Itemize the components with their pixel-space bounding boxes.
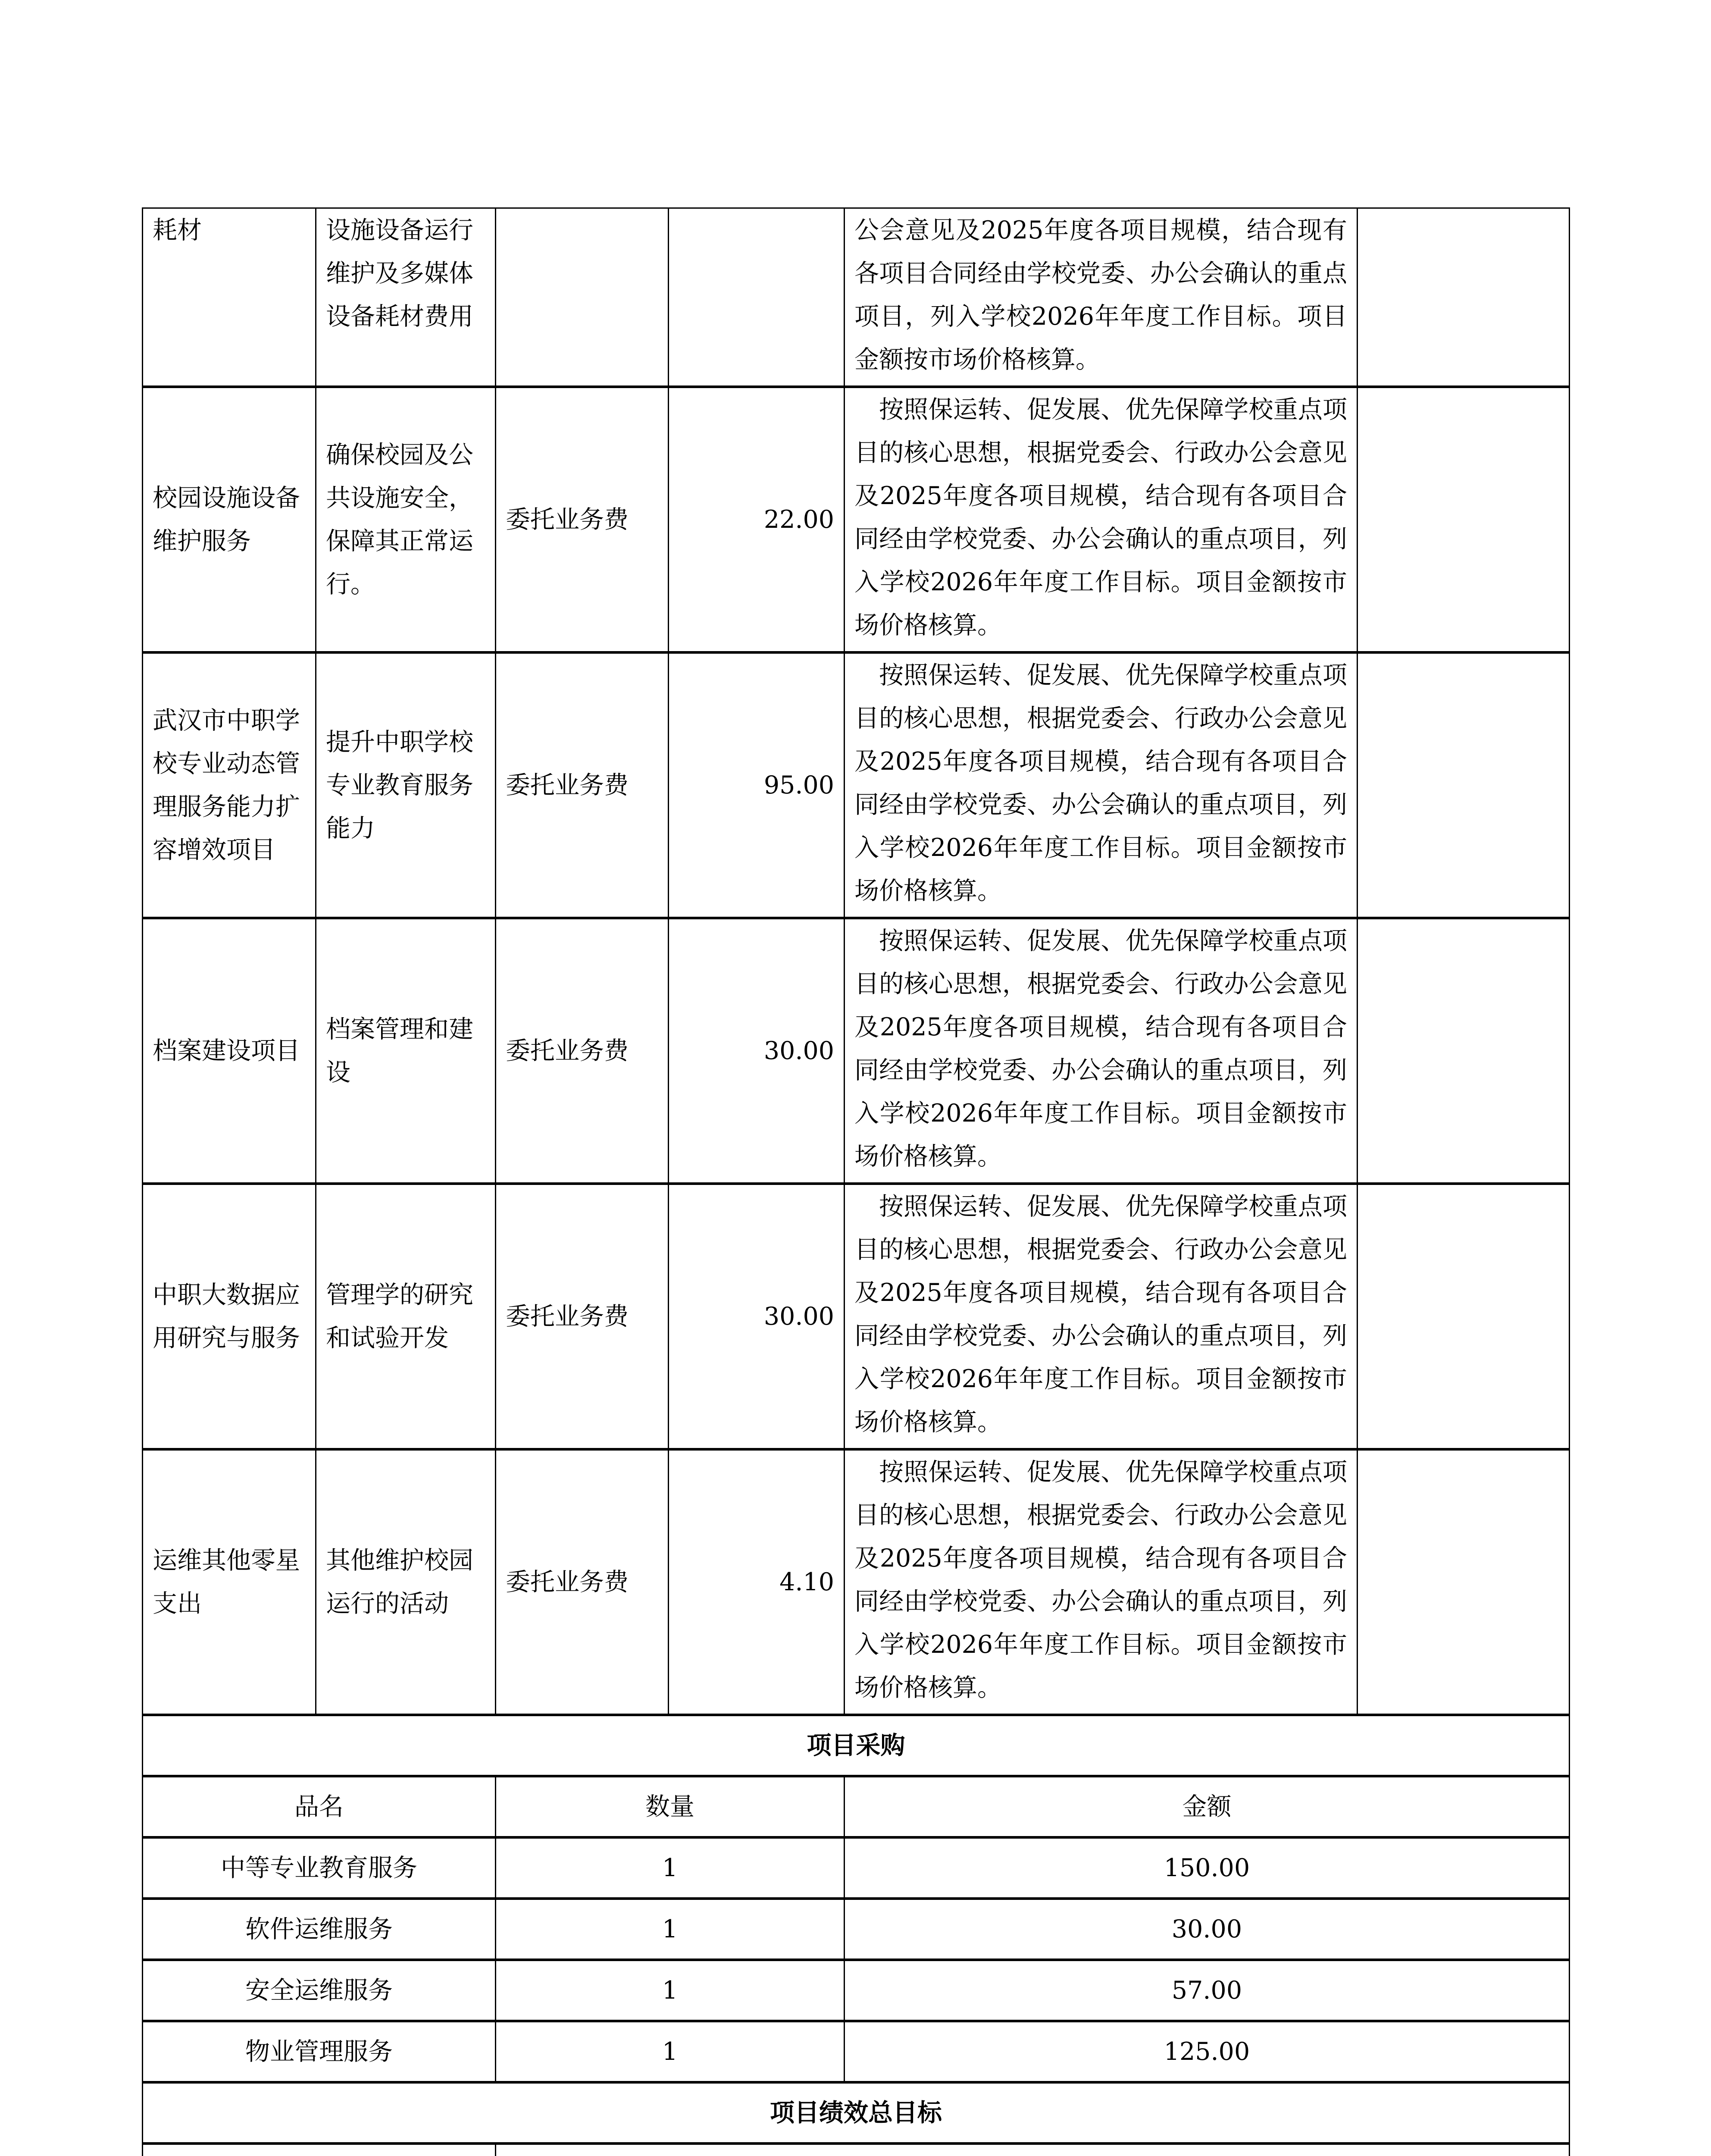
item-category-cell: 委托业务费 [496, 387, 669, 652]
performance-header-description [496, 2143, 1570, 2156]
item-basis-cell: 按照保运转、促发展、优先保障学校重点项目的核心思想，根据党委会、行政办公会意见及2025年度各项目规模，结合现有各项目合同经由学校党委、办公会确认的重点项目，列入学校2026年年度工作目标。项目金额按市场价格核算。 [845, 652, 1358, 918]
item-name-cell: 档案建设项目 [143, 918, 316, 1184]
item-name-cell: 耗材 [143, 208, 316, 387]
item-name-cell: 运维其他零星支出 [143, 1449, 316, 1715]
item-remark-cell [1358, 387, 1570, 652]
item-amount-cell [669, 208, 845, 387]
procurement-item-amount: 57.00 [845, 1960, 1570, 2021]
performance-header-name [143, 2143, 496, 2156]
procurement-item-name: 安全运维服务 [143, 1960, 496, 2021]
item-basis-cell: 按照保运转、促发展、优先保障学校重点项目的核心思想，根据党委会、行政办公会意见及2025年度各项目规模，结合现有各项目合同经由学校党委、办公会确认的重点项目，列入学校2026年年度工作目标。项目金额按市场价格核算。 [845, 1449, 1358, 1715]
table-row [143, 387, 1570, 652]
procurement-header-amount: 金额 [845, 1776, 1570, 1837]
item-category-cell: 委托业务费 [496, 652, 669, 918]
item-category-cell: 委托业务费 [496, 1449, 669, 1715]
item-remark-cell [1358, 918, 1570, 1184]
table-row [143, 1184, 1570, 1449]
item-amount-cell: 4.10 [669, 1449, 845, 1715]
item-amount-cell: 30.00 [669, 918, 845, 1184]
budget-table [142, 207, 1570, 2156]
item-content-cell: 档案管理和建设 [316, 918, 496, 1184]
table-row [143, 1449, 1570, 1715]
item-amount-cell: 30.00 [669, 1184, 845, 1449]
item-category-cell [496, 208, 669, 387]
item-remark-cell [1358, 652, 1570, 918]
item-content-cell: 设施设备运行维护及多媒体设备耗材费用 [316, 208, 496, 387]
performance-header-row [143, 2143, 1570, 2156]
table-row [143, 918, 1570, 1184]
item-amount-cell: 22.00 [669, 387, 845, 652]
item-content-cell: 确保校园及公共设施安全，保障其正常运行。 [316, 387, 496, 652]
procurement-header-name: 品名 [143, 1776, 496, 1837]
performance-title: 项目绩效总目标 [143, 2082, 1570, 2143]
procurement-item-amount: 150.00 [845, 1837, 1570, 1899]
procurement-section-row [143, 1715, 1570, 1776]
procurement-item-amount: 30.00 [845, 1899, 1570, 1960]
item-category-cell: 委托业务费 [496, 1184, 669, 1449]
procurement-row [143, 1837, 1570, 1899]
procurement-row [143, 1960, 1570, 2021]
item-remark-cell [1358, 1184, 1570, 1449]
procurement-title: 项目采购 [143, 1715, 1570, 1776]
procurement-item-quantity: 1 [496, 1899, 845, 1960]
procurement-item-name: 软件运维服务 [143, 1899, 496, 1960]
item-remark-cell [1358, 1449, 1570, 1715]
item-content-cell: 其他维护校园运行的活动 [316, 1449, 496, 1715]
procurement-item-quantity: 1 [496, 1960, 845, 2021]
procurement-item-name: 中等专业教育服务 [143, 1837, 496, 1899]
item-content-cell: 提升中职学校专业教育服务能力 [316, 652, 496, 918]
performance-section-row [143, 2082, 1570, 2143]
item-basis-cell: 按照保运转、促发展、优先保障学校重点项目的核心思想，根据党委会、行政办公会意见及2025年度各项目规模，结合现有各项目合同经由学校党委、办公会确认的重点项目，列入学校2026年年度工作目标。项目金额按市场价格核算。 [845, 387, 1358, 652]
item-content-cell: 管理学的研究和试验开发 [316, 1184, 496, 1449]
procurement-item-name: 物业管理服务 [143, 2021, 496, 2082]
item-name-cell: 中职大数据应用研究与服务 [143, 1184, 316, 1449]
item-name-cell: 武汉市中职学校专业动态管理服务能力扩容增效项目 [143, 652, 316, 918]
procurement-row [143, 1899, 1570, 1960]
procurement-item-quantity: 1 [496, 2021, 845, 2082]
table-row [143, 208, 1570, 387]
item-amount-cell: 95.00 [669, 652, 845, 918]
procurement-item-amount: 125.00 [845, 2021, 1570, 2082]
item-basis-cell: 公会意见及2025年度各项目规模，结合现有各项目合同经由学校党委、办公会确认的重点项目，列入学校2026年年度工作目标。项目金额按市场价格核算。 [845, 208, 1358, 387]
procurement-row [143, 2021, 1570, 2082]
item-category-cell: 委托业务费 [496, 918, 669, 1184]
item-basis-cell: 按照保运转、促发展、优先保障学校重点项目的核心思想，根据党委会、行政办公会意见及2025年度各项目规模，结合现有各项目合同经由学校党委、办公会确认的重点项目，列入学校2026年年度工作目标。项目金额按市场价格核算。 [845, 918, 1358, 1184]
item-remark-cell [1358, 208, 1570, 387]
procurement-item-quantity: 1 [496, 1837, 845, 1899]
item-basis-cell: 按照保运转、促发展、优先保障学校重点项目的核心思想，根据党委会、行政办公会意见及2025年度各项目规模，结合现有各项目合同经由学校党委、办公会确认的重点项目，列入学校2026年年度工作目标。项目金额按市场价格核算。 [845, 1184, 1358, 1449]
procurement-header-quantity: 数量 [496, 1776, 845, 1837]
item-name-cell: 校园设施设备维护服务 [143, 387, 316, 652]
table-row [143, 652, 1570, 918]
procurement-header-row [143, 1776, 1570, 1837]
